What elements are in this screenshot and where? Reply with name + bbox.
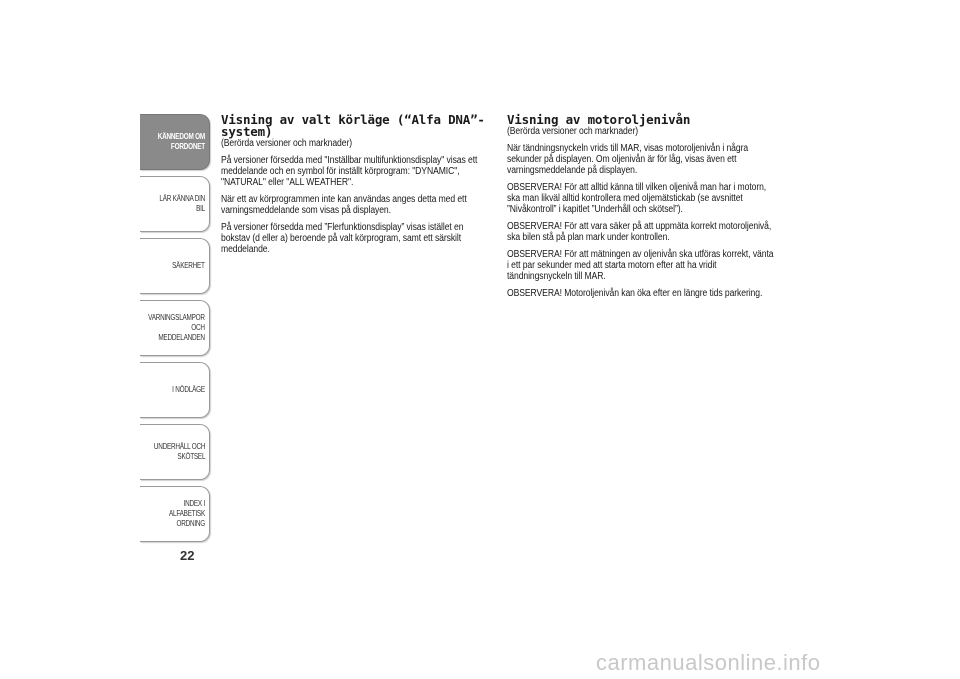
section-heading: Visning av motoroljenivån bbox=[507, 112, 691, 127]
section-heading: Visning av valt körläge (“Alfa DNA”-system) bbox=[221, 112, 485, 139]
paragraph: OBSERVERA! För att alltid känna till vilken oljenivå man har i motorn, ska man likväl alltid kontrollera med oljemätstickab (se avsnittet ”Nivåkontroll” i kapitlet ”Underhåll och skötsel”). bbox=[507, 182, 767, 215]
section-motoroljeniva bbox=[507, 114, 777, 299]
paragraph: På versioner försedda med ”Flerfunktionsdisplay” visas istället en bokstav (d eller a) beroende på valt körprogram, samt ett särskilt meddelande. bbox=[221, 222, 464, 255]
paragraph: När tändningsnyckeln vrids till MAR, visas motoroljenivån i några sekunder på displayen. Om oljenivån är för låg, visas även ett varningsmeddelande på displayen. bbox=[507, 143, 749, 176]
page-number: 22 bbox=[180, 548, 195, 563]
paragraph: OBSERVERA! Motoroljenivån kan öka efter en längre tids parkering. bbox=[507, 288, 763, 299]
tab-label: INDEX I ALFABETISK ORDNING bbox=[168, 499, 205, 528]
tab-index[interactable] bbox=[140, 486, 210, 542]
watermark: carmanualsonline.info bbox=[596, 650, 821, 675]
tab-kannedom-om-fordonet[interactable] bbox=[140, 114, 210, 170]
section-subtitle: (Berörda versioner och marknader) bbox=[507, 126, 639, 137]
paragraph: På versioner försedda med "Inställbar multifunktionsdisplay" visas ett meddelande och en symbol för inställt körprogram: "DYNAMIC", "NATURAL" eller "ALL WEATHER". bbox=[221, 155, 478, 188]
tab-label: VARNINGSLAMPOR OCH MEDDELANDEN bbox=[148, 313, 205, 342]
tab-sakerhet[interactable] bbox=[140, 238, 210, 294]
paragraph: OBSERVERA! För att vara säker på att uppmäta korrekt motoroljenivå, ska bilen stå på plan mark under kontrollen. bbox=[507, 221, 772, 243]
tab-i-nodlage[interactable] bbox=[140, 362, 210, 418]
section-korlage bbox=[221, 114, 491, 255]
tab-label: LÄR KÄNNA DIN BIL bbox=[159, 194, 205, 213]
tab-label: UNDERHÅLL OCH SKÖTSEL bbox=[153, 442, 205, 461]
tab-varningslampor[interactable] bbox=[140, 300, 210, 356]
tab-underhall-och-skotsel[interactable] bbox=[140, 424, 210, 480]
tab-label: KÄNNEDOM OM FORDONET bbox=[157, 132, 205, 151]
tab-label: SÄKERHET bbox=[172, 261, 205, 270]
tab-lar-kanna-din-bil[interactable] bbox=[140, 176, 210, 232]
chapter-tabs bbox=[140, 114, 210, 548]
tab-label: I NÖDLÄGE bbox=[172, 385, 205, 394]
paragraph: OBSERVERA! För att mätningen av oljenivån ska utföras korrekt, vänta i ett par sekunder med att starta motorn efter att ha vridit tändningsnyckeln till MAR. bbox=[507, 249, 774, 282]
section-subtitle: (Berörda versioner och marknader) bbox=[221, 138, 353, 149]
paragraph: När ett av körprogrammen inte kan användas anges detta med ett varningsmeddelande som visas på displayen. bbox=[221, 194, 467, 216]
